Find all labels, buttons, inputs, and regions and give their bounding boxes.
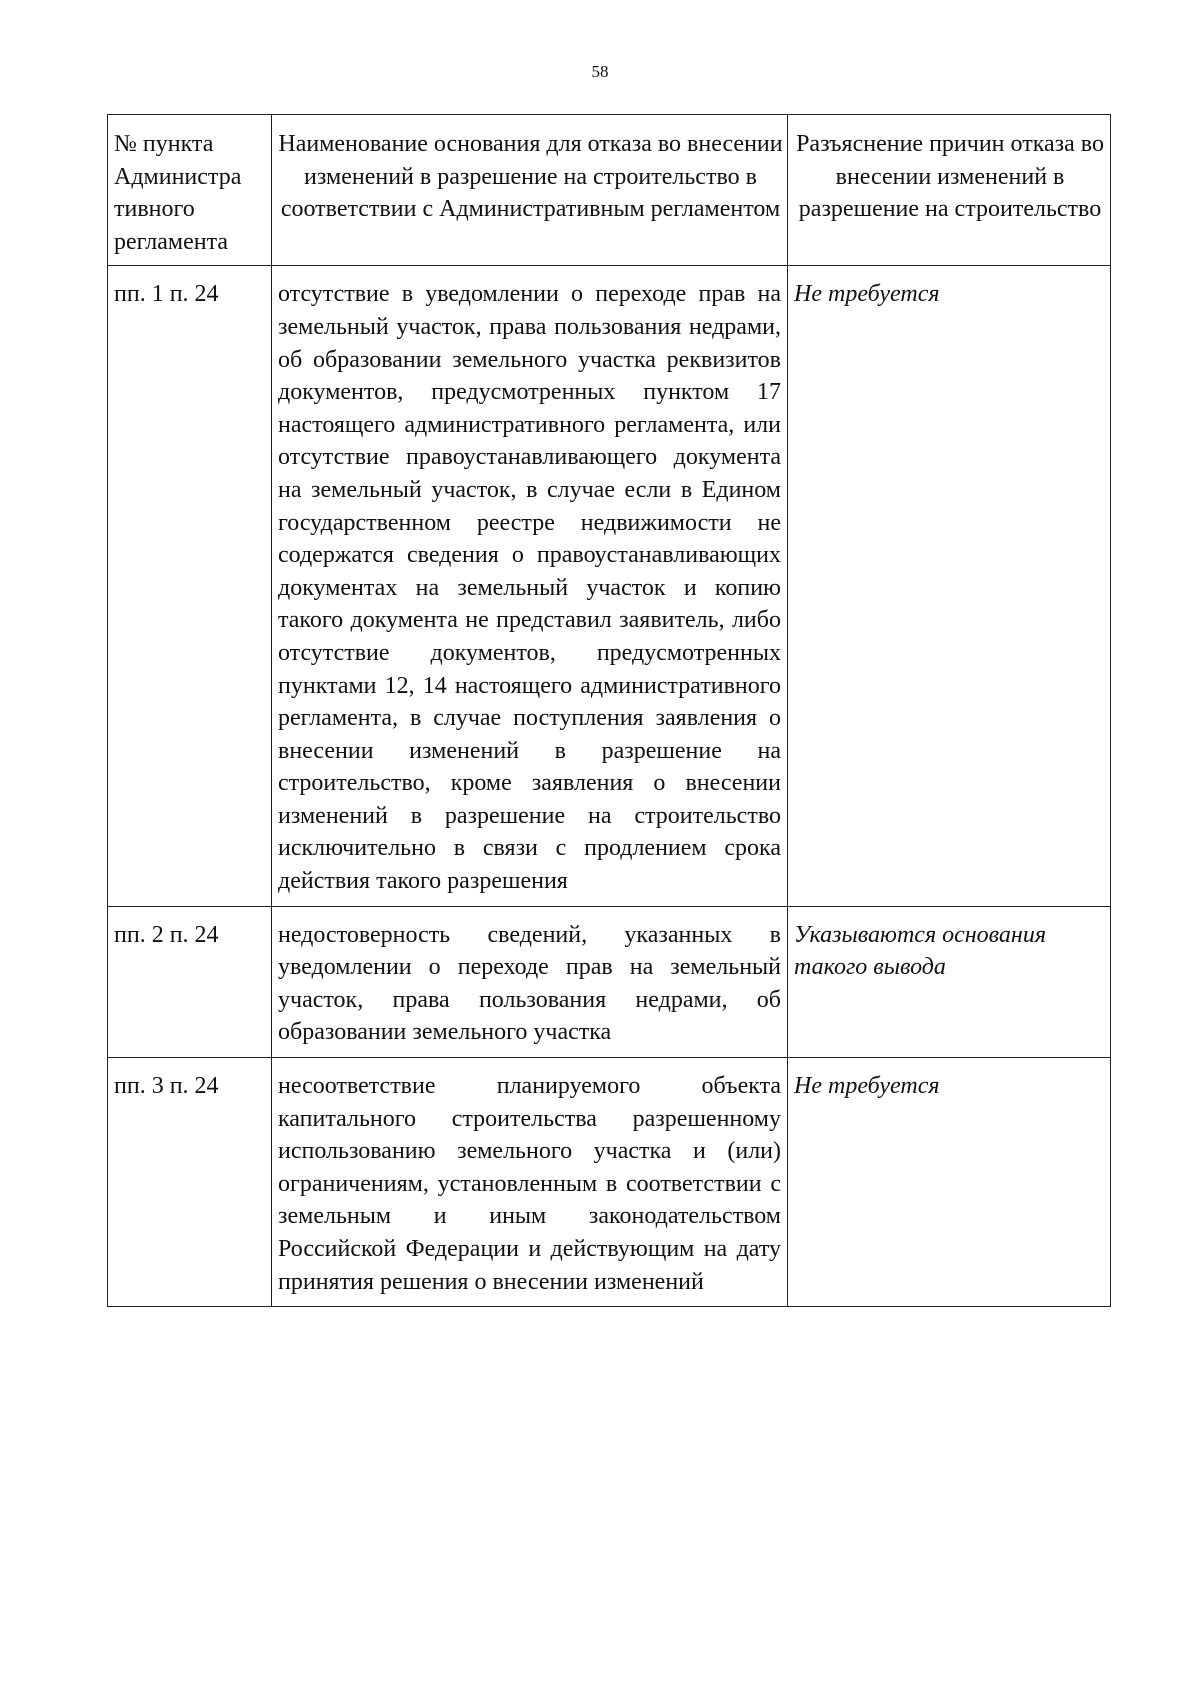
clause-number-cell: пп. 3 п. 24 [108, 1058, 272, 1307]
table-row [108, 906, 1111, 1057]
table-row [108, 1058, 1111, 1307]
refusal-ground-cell: недостоверность сведений, указанных в уведомлении о переходе прав на земельный участок, права пользования недрами, об образовании земельного участка [272, 906, 788, 1057]
header-clause-number: № пункта Администра тивного регламента [108, 115, 272, 266]
clause-number-cell: пп. 1 п. 24 [108, 266, 272, 906]
refusal-ground-cell: несоответствие планируемого объекта капитального строительства разрешенному использованию земельного участка и (или) ограничениям, установленным в соответствии с земельным и иным законодательством Российской Федерации и действующим на дату принятия решения о внесении изменений [272, 1058, 788, 1307]
clause-number-cell: пп. 2 п. 24 [108, 906, 272, 1057]
header-refusal-ground: Наименование основания для отказа во внесении изменений в разрешение на строительство в соответствии с Административным регламентом [272, 115, 788, 266]
explanation-cell: Не требуется [788, 1058, 1111, 1307]
explanation-cell: Указываются основания такого вывода [788, 906, 1111, 1057]
table-header-row [108, 115, 1111, 266]
refusal-grounds-table [107, 114, 1111, 1307]
page-number: 58 [591, 62, 609, 81]
refusal-ground-cell: отсутствие в уведомлении о переходе прав на земельный участок, права пользования недрами, об образовании земельного участка реквизитов документов, предусмотренных пунктом 17 настоящего административного регламента, или отсутствие правоустанавливающего документа на земельный участок, в случае если в Едином государственном реестре недвижимости не содержатся сведения о правоустанавливающих документах на земельный участок и копию такого документа не представил заявитель, либо отсутствие документов, предусмотренных пунктами 12, 14 настоящего административного регламента, в случае поступления заявления о внесении изменений в разрешение на строительство, кроме заявления о внесении изменений в разрешение на строительство исключительно в связи с продлением срока действия такого разрешения [272, 266, 788, 906]
table-row [108, 266, 1111, 906]
explanation-cell: Не требуется [788, 266, 1111, 906]
header-explanation: Разъяснение причин отказа во внесении изменений в разрешение на строительство [788, 115, 1111, 266]
